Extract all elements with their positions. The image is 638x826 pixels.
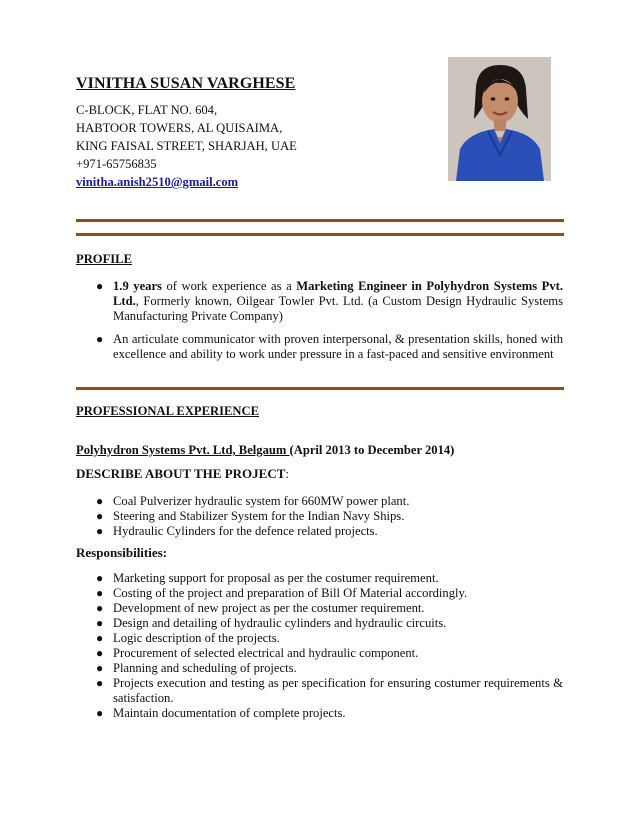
list-item [96,616,563,631]
company-line [76,443,454,458]
list-text: Logic description of the projects. [113,631,280,645]
bullet-icon: ● [96,661,104,675]
bullet-icon: ● [96,279,104,293]
list-text: Costing of the project and preparation of Bill Of Material accordingly. [113,586,468,600]
list-item [96,509,563,524]
responsibilities-list [96,571,563,721]
list-text: Marketing support for proposal as per the costumer requirement. [113,571,439,585]
profile-heading: PROFILE [76,252,132,266]
contact-block [76,101,297,191]
list-text: Procurement of selected electrical and hydraulic component. [113,646,419,660]
list-text: Steering and Stabilizer System for the Indian Navy Ships. [113,509,405,523]
bullet-icon: ● [96,601,104,615]
experience-years: 1.9 years [113,279,162,293]
address-line: C-BLOCK, FLAT NO. 604, [76,103,218,117]
label-text: DESCRIBE ABOUT THE PROJECT [76,466,286,481]
bullet-icon: ● [96,706,104,720]
list-text: An articulate communicator with proven interpersonal, & presentation skills, honed with excellence and ability to work under pressure in a fast-paced and sensitive environment [113,332,563,361]
list-item [96,524,563,539]
employment-period: (April 2013 to December 2014) [289,443,455,457]
role-title: Marketing Engineer in Polyhydron Systems Pvt. Ltd. [113,279,563,308]
address-line: KING FAISAL STREET, SHARJAH, UAE [76,139,297,153]
profile-photo-image [448,57,551,181]
list-item [96,494,563,509]
list-text: , Formerly known, Oilgear Towler Pvt. Ltd. (a Custom Design Hydraulic Systems Manufacturing Private Company) [113,294,563,323]
address-line: HABTOOR TOWERS, AL QUISAIMA, [76,121,283,135]
project-list [96,494,563,539]
candidate-name: VINITHA SUSAN VARGHESE [76,75,296,92]
profile-photo [448,57,551,181]
divider-line [76,387,564,390]
list-item [96,646,563,661]
list-item [96,586,563,601]
bullet-icon: ● [96,631,104,645]
list-text: Projects execution and testing as per specification for ensuring costumer requirements & satisfaction. [113,676,563,705]
divider-line [76,219,564,222]
label-colon: : [285,466,290,481]
list-text: Hydraulic Cylinders for the defence related projects. [113,524,378,538]
list-text: of work experience as a [161,279,297,293]
list-text: Maintain documentation of complete projects. [113,706,346,720]
list-item [96,706,563,721]
bullet-icon: ● [96,509,104,523]
profile-list [96,279,563,370]
project-description-label [76,466,289,482]
list-text: Design and detailing of hydraulic cylinders and hydraulic circuits. [113,616,447,630]
bullet-icon: ● [96,616,104,630]
list-item [96,601,563,616]
phone-number: +971-65756835 [76,157,157,171]
list-text: Development of new project as per the costumer requirement. [113,601,425,615]
list-text: Coal Pulverizer hydraulic system for 660MW power plant. [113,494,410,508]
list-item [96,571,563,586]
bullet-icon: ● [96,332,104,346]
bullet-icon: ● [96,494,104,508]
responsibilities-label: Responsibilities: [76,545,168,560]
list-item [96,676,563,706]
bullet-icon: ● [96,646,104,660]
list-item [96,279,563,324]
list-text: Planning and scheduling of projects. [113,661,297,675]
divider-line [76,233,564,236]
bullet-icon: ● [96,586,104,600]
bullet-icon: ● [96,524,104,538]
list-item [96,332,563,362]
experience-heading: PROFESSIONAL EXPERIENCE [76,404,259,418]
bullet-icon: ● [96,571,104,585]
list-item [96,631,563,646]
company-name: Polyhydron Systems Pvt. Ltd, Belgaum [76,443,290,457]
bullet-icon: ● [96,676,104,690]
list-item [96,661,563,676]
email-link[interactable]: vinitha.anish2510@gmail.com [76,175,239,189]
